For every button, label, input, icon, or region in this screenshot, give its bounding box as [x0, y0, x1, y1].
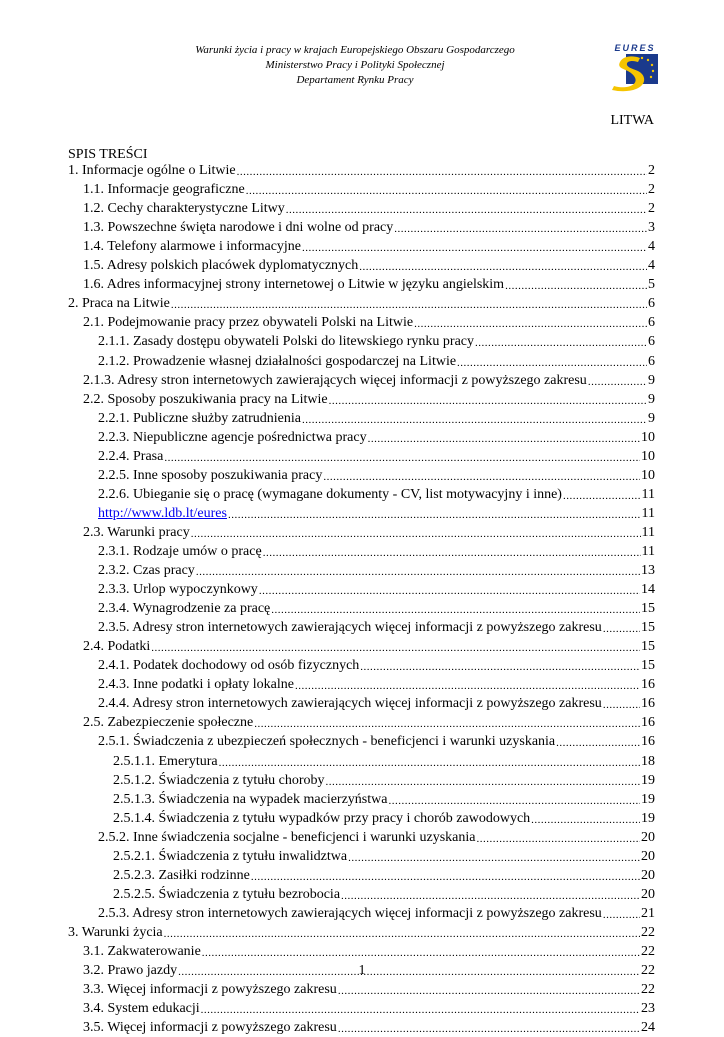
toc-entry-label: 2.4. Podatki	[83, 639, 151, 655]
toc-entry[interactable]	[68, 466, 655, 485]
toc-entry-page: 9	[648, 410, 655, 426]
toc-entry-label: 2.5.2.5. Świadczenia z tytułu bezrobocia	[113, 886, 341, 902]
toc-leader-dots	[588, 375, 647, 390]
toc-entry-label: 3.3. Więcej informacji z powyższego zakresu	[83, 982, 337, 998]
toc-entry-page: 19	[641, 810, 655, 826]
toc-entry-label: 1.3. Powszechne święta narodowe i dni wolne od pracy	[83, 220, 394, 236]
toc-entry-page: 11	[641, 486, 655, 502]
toc-leader-dots	[302, 241, 647, 256]
toc-entry[interactable]	[68, 580, 655, 599]
toc-entry-label: 2.5.1. Świadczenia z ubezpieczeń społecznych - beneficjenci i warunki uzyskania	[98, 734, 556, 750]
toc-entry-page: 16	[641, 715, 655, 731]
toc-entry-label: 1.6. Adres informacyjnej strony internetowej o Litwie w języku angielskim	[83, 277, 505, 293]
toc-leader-dots	[286, 203, 647, 218]
toc-entry-label: 2.2. Sposoby poszukiwania pracy na Litwie	[83, 391, 328, 407]
toc-entry[interactable]	[68, 390, 655, 409]
table-of-contents	[68, 161, 655, 1037]
toc-entry-page: 10	[641, 448, 655, 464]
toc-entry[interactable]	[68, 523, 655, 542]
toc-leader-dots	[254, 717, 640, 732]
toc-entry-page: 3	[648, 220, 655, 236]
toc-entry-page: 16	[641, 734, 655, 750]
toc-leader-dots	[259, 584, 640, 599]
toc-entry-page: 10	[641, 467, 655, 483]
toc-leader-dots	[531, 813, 640, 828]
toc-entry-label: 2.4.3. Inne podatki i opłaty lokalne	[98, 677, 294, 693]
toc-leader-dots	[171, 298, 647, 313]
toc-entry-page: 14	[641, 582, 655, 598]
toc-leader-dots	[360, 660, 640, 675]
toc-entry-label: 2.2.4. Prasa	[98, 448, 164, 464]
toc-leader-dots	[368, 432, 640, 447]
toc-leader-dots	[326, 775, 640, 790]
toc-leader-dots	[329, 394, 647, 409]
toc-entry-label: 2.1. Podejmowanie pracy przez obywateli Polski na Litwie	[83, 315, 414, 331]
eures-logo-graphic	[610, 42, 660, 94]
toc-entry-page: 9	[648, 391, 655, 407]
toc-leader-dots	[251, 870, 640, 885]
toc-entry[interactable]	[68, 809, 655, 828]
toc-title: SPIS TREŚCI	[68, 147, 148, 162]
toc-entry-label: 2.3.5. Adresy stron internetowych zawierających więcej informacji z powyższego zakresu	[98, 620, 602, 636]
toc-entry-page: 11	[641, 505, 655, 521]
country-label: LITWA	[610, 113, 654, 128]
toc-entry-page: 15	[641, 658, 655, 674]
toc-leader-dots	[603, 908, 640, 923]
toc-leader-dots	[302, 413, 647, 428]
toc-entry[interactable]	[68, 199, 655, 218]
toc-leader-dots	[388, 794, 640, 809]
toc-entry[interactable]	[68, 237, 655, 256]
toc-leader-dots	[457, 356, 647, 371]
toc-entry-label: 2.5.1.4. Świadczenia z tytułu wypadków przy pracy i chorób zawodowych	[113, 810, 531, 826]
toc-entry-label: 2.3.1. Rodzaje umów o pracę	[98, 543, 262, 559]
toc-entry[interactable]	[68, 332, 655, 351]
toc-entry[interactable]	[68, 694, 655, 713]
toc-entry-label: 2.5.2.1. Świadczenia z tytułu inwalidztwa	[113, 848, 348, 864]
toc-entry-label: 1.5. Adresy polskich placówek dyplomatycznych	[83, 258, 359, 274]
eures-logo-icon	[610, 42, 660, 94]
toc-entry-label: 2.2.3. Niepubliczne agencje pośrednictwa pracy	[98, 429, 367, 445]
toc-entry-page: 10	[641, 429, 655, 445]
toc-entry[interactable]	[68, 561, 655, 580]
toc-entry-page: 6	[648, 353, 655, 369]
toc-leader-dots	[237, 165, 647, 180]
toc-entry[interactable]	[68, 923, 655, 942]
toc-entry-label: 2.5. Zabezpieczenie społeczne	[83, 715, 254, 731]
toc-entry-page: 22	[641, 943, 655, 959]
toc-entry-label	[98, 504, 227, 523]
toc-leader-dots	[164, 451, 640, 466]
toc-entry-label: 2.5.1.2. Świadczenia z tytułu choroby	[113, 772, 325, 788]
toc-entry-label: 2.1.3. Adresy stron internetowych zawierających więcej informacji z powyższego zakresu	[83, 372, 587, 388]
toc-leader-dots	[556, 736, 640, 751]
toc-entry[interactable]	[68, 485, 655, 504]
toc-entry-page: 13	[641, 563, 655, 579]
toc-entry-page: 22	[641, 963, 655, 979]
header-line-ministry: Ministerstwo Pracy i Polityki Społecznej	[265, 59, 445, 71]
toc-entry[interactable]	[68, 847, 655, 866]
toc-entry-label: 2.4.1. Podatek dochodowy od osób fizycznych	[98, 658, 360, 674]
toc-entry[interactable]	[68, 656, 655, 675]
toc-leader-dots	[476, 832, 640, 847]
toc-entry[interactable]	[68, 980, 655, 999]
toc-entry[interactable]	[68, 504, 655, 523]
toc-entry-page: 19	[641, 772, 655, 788]
toc-leader-dots	[323, 470, 640, 485]
toc-entry-page: 16	[641, 677, 655, 693]
toc-entry-page: 5	[648, 277, 655, 293]
toc-leader-dots	[338, 984, 640, 999]
toc-entry[interactable]	[68, 618, 655, 637]
toc-entry-label: 2.5.1.1. Emerytura	[113, 753, 218, 769]
toc-entry-label: 2.2.5. Inne sposoby poszukiwania pracy	[98, 467, 323, 483]
toc-entry-label: 2.3.3. Urlop wypoczynkowy	[98, 582, 258, 598]
toc-entry-page: 16	[641, 696, 655, 712]
toc-entry[interactable]	[68, 1018, 655, 1037]
toc-entry-page: 4	[648, 239, 655, 255]
toc-leader-dots	[271, 603, 640, 618]
toc-entry-page: 15	[641, 620, 655, 636]
toc-leader-dots	[475, 336, 647, 351]
toc-entry-label: 2.2.1. Publiczne służby zatrudnienia	[98, 410, 301, 426]
toc-entry-label: 2. Praca na Litwie	[68, 296, 170, 312]
header-line-title: Warunki życia i pracy w krajach Europejskiego Obszaru Gospodarczego	[195, 44, 515, 56]
toc-entry-label: 3.1. Zakwaterowanie	[83, 943, 201, 959]
toc-entry-page: 20	[641, 848, 655, 864]
toc-entry-label: 3.2. Prawo jazdy	[83, 963, 178, 979]
toc-entry-label: 2.3.2. Czas pracy	[98, 563, 195, 579]
toc-entry[interactable]	[68, 313, 655, 332]
toc-leader-dots	[338, 1022, 640, 1037]
toc-leader-dots	[603, 622, 640, 637]
toc-entry-page: 20	[641, 886, 655, 902]
toc-leader-dots	[263, 546, 641, 561]
toc-entry-label: 3.4. System edukacji	[83, 1001, 200, 1017]
toc-entry[interactable]	[68, 828, 655, 847]
toc-entry-page: 22	[641, 982, 655, 998]
toc-entry-label: 3. Warunki życia	[68, 924, 163, 940]
toc-entry[interactable]	[68, 428, 655, 447]
toc-entry[interactable]	[68, 790, 655, 809]
toc-leader-dots	[359, 260, 647, 275]
toc-entry-page: 2	[648, 163, 655, 179]
toc-entry[interactable]	[68, 275, 655, 294]
toc-entry[interactable]	[68, 542, 655, 561]
toc-entry-label: 3.5. Więcej informacji z powyższego zakresu	[83, 1020, 337, 1036]
toc-leader-dots	[348, 851, 640, 866]
toc-entry[interactable]	[68, 866, 655, 885]
toc-entry[interactable]	[68, 351, 655, 370]
toc-leader-dots	[246, 184, 647, 199]
toc-entry-label: 2.4.4. Adresy stron internetowych zawierających więcej informacji z powyższego zakresu	[98, 696, 602, 712]
toc-entry-label: 2.1.2. Prowadzenie własnej działalności gospodarczej na Litwie	[98, 353, 457, 369]
toc-entry-label: 1. Informacje ogólne o Litwie	[68, 163, 236, 179]
toc-entry[interactable]	[68, 942, 655, 961]
toc-entry[interactable]	[68, 771, 655, 790]
toc-entry-page: 18	[641, 753, 655, 769]
toc-entry[interactable]	[68, 161, 655, 180]
toc-leader-dots	[151, 641, 640, 656]
toc-entry-label: 2.5.2.3. Zasiłki rodzinne	[113, 867, 250, 883]
toc-entry[interactable]	[68, 409, 655, 428]
toc-entry[interactable]	[68, 371, 655, 390]
toc-entry-page: 6	[648, 296, 655, 312]
toc-entry-page: 19	[641, 791, 655, 807]
toc-leader-dots	[202, 946, 640, 961]
toc-entry-page: 15	[641, 639, 655, 655]
toc-entry[interactable]	[68, 294, 655, 313]
toc-entry-label: 1.2. Cechy charakterystyczne Litwy	[83, 201, 285, 217]
toc-entry[interactable]	[68, 904, 655, 923]
toc-entry-page: 4	[648, 258, 655, 274]
page-number: 1	[358, 963, 366, 978]
toc-entry[interactable]	[68, 180, 655, 199]
header-line-department: Departament Rynku Pracy	[296, 74, 414, 86]
toc-entry-page: 11	[641, 524, 655, 540]
toc-entry-label: 2.1.1. Zasady dostępu obywateli Polski do litewskiego rynku pracy	[98, 334, 474, 350]
toc-leader-dots	[505, 279, 647, 294]
toc-entry-page: 11	[641, 543, 655, 559]
toc-entry-label: 2.5.3. Adresy stron internetowych zawierających więcej informacji z powyższego zakresu	[98, 905, 602, 921]
toc-entry[interactable]	[68, 885, 655, 904]
toc-entry[interactable]	[68, 256, 655, 275]
toc-entry-page: 22	[641, 924, 655, 940]
toc-entry-page: 6	[648, 334, 655, 350]
toc-leader-dots	[563, 489, 641, 504]
toc-entry-page: 24	[641, 1020, 655, 1036]
toc-entry-page: 21	[641, 905, 655, 921]
toc-entry-label: 2.2.6. Ubieganie się o pracę (wymagane dokumenty - CV, list motywacyjny i inne)	[98, 486, 562, 502]
toc-leader-dots	[164, 927, 640, 942]
toc-entry[interactable]	[68, 675, 655, 694]
toc-leader-dots	[295, 679, 640, 694]
toc-leader-dots	[341, 889, 640, 904]
toc-leader-dots	[191, 527, 641, 542]
toc-leader-dots	[201, 1003, 640, 1018]
toc-entry-label: 1.1. Informacje geograficzne	[83, 182, 245, 198]
toc-entry[interactable]	[68, 447, 655, 466]
toc-entry[interactable]	[68, 637, 655, 656]
toc-entry-page: 20	[641, 829, 655, 845]
document-header	[150, 43, 560, 88]
toc-entry-label: 2.3. Warunki pracy	[83, 524, 190, 540]
toc-leader-dots	[414, 317, 647, 332]
toc-leader-dots	[219, 756, 640, 771]
toc-entry-page: 2	[648, 182, 655, 198]
toc-entry[interactable]	[68, 713, 655, 732]
toc-entry-page: 6	[648, 315, 655, 331]
toc-leader-dots	[394, 222, 647, 237]
toc-leader-dots	[603, 698, 640, 713]
toc-entry-page: 23	[641, 1001, 655, 1017]
logo-wordmark: EURES	[614, 43, 656, 53]
toc-entry[interactable]	[68, 599, 655, 618]
toc-entry-label: 2.5.2. Inne świadczenia socjalne - beneficjenci i warunki uzyskania	[98, 829, 476, 845]
toc-entry-link[interactable]: http://www.ldb.lt/eures	[98, 505, 227, 521]
toc-entry[interactable]	[68, 218, 655, 237]
toc-entry[interactable]	[68, 751, 655, 770]
toc-leader-dots	[228, 508, 641, 523]
toc-entry-page: 2	[648, 201, 655, 217]
toc-entry-page: 20	[641, 867, 655, 883]
toc-entry[interactable]	[68, 732, 655, 751]
toc-entry-label: 2.3.4. Wynagrodzenie za pracę	[98, 601, 271, 617]
toc-entry-page: 9	[648, 372, 655, 388]
toc-entry-label: 2.5.1.3. Świadczenia na wypadek macierzyństwa	[113, 791, 388, 807]
toc-entry-label: 1.4. Telefony alarmowe i informacyjne	[83, 239, 302, 255]
toc-leader-dots	[196, 565, 640, 580]
toc-entry[interactable]	[68, 999, 655, 1018]
toc-entry-page: 15	[641, 601, 655, 617]
